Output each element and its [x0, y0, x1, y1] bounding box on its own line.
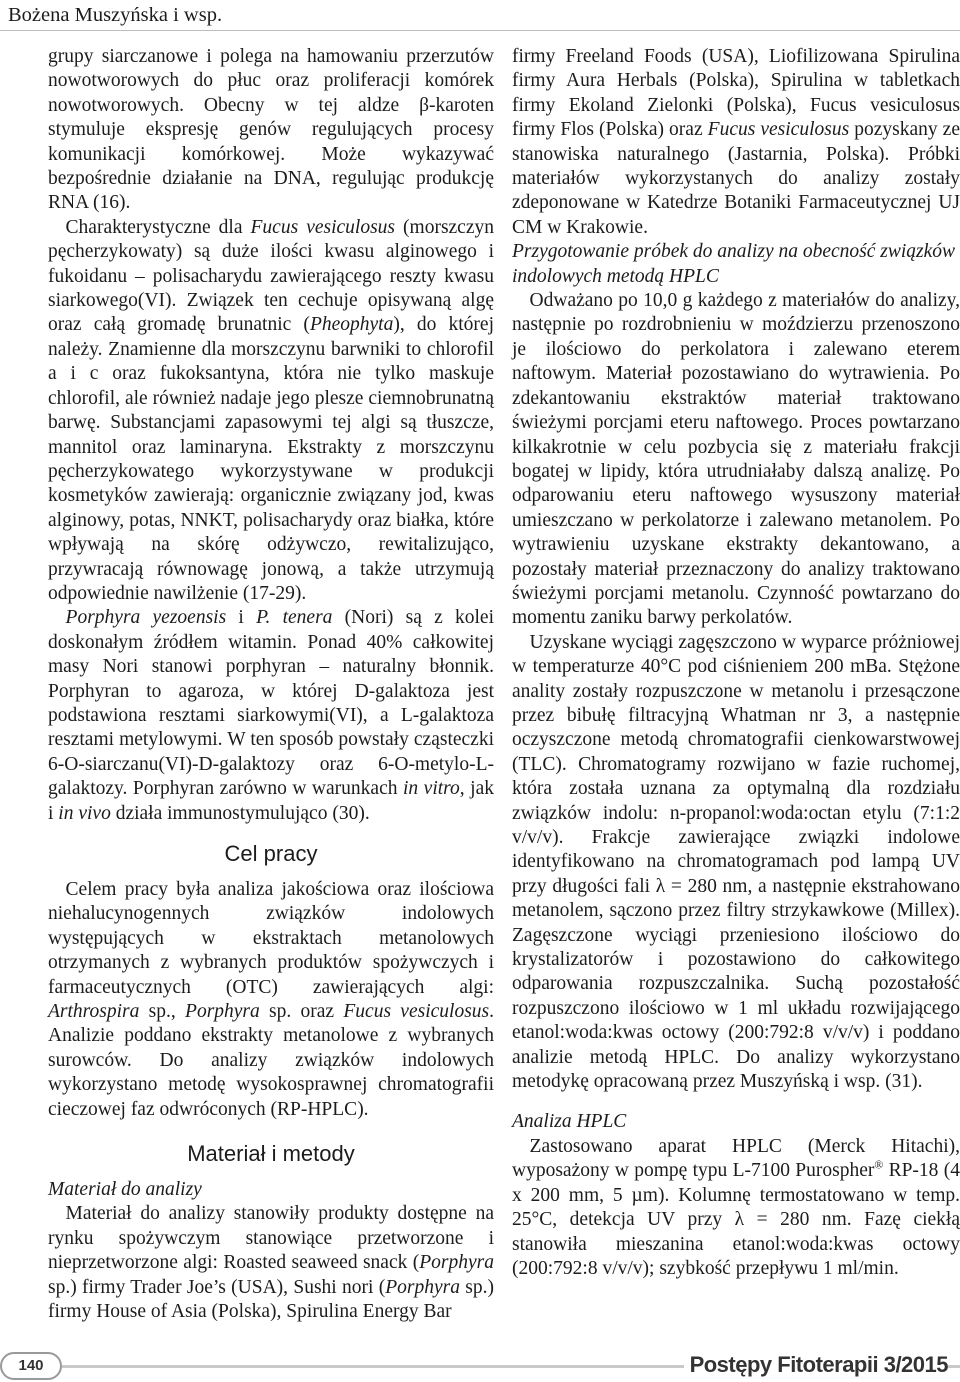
- page-number-badge: 140: [0, 1352, 62, 1380]
- right-paragraph-2: Odważano po 10,0 g każdego z materiałów do analizy, następnie po rozdrobnieniu w moździerzu przenoszono je ilościowo do perkolatora i zalewano eterem naftowym. Materiał pozostawiano do wytrawienia. Po zdekantowaniu ekstraktów materiał traktowano świeżymi porcjami eteru naftowego. Proces powtarzano kilkakrotnie w celu pozbycia się z materiału frakcji bogatej w lipidy, która utrudniałaby dalszą analizę. Po odparowaniu eteru naftowego wysuszony materiał umieszczano w perkolatorze i zalewano metanolem. Po wytrawieniu uzyskane ekstrakty dekantowano, a pozostały materiał przeznaczony do analizy traktowano świeżymi porcjami metanolu. Czynność powtarzano do momentu zaniku barwy perkolatów.: [512, 290, 960, 629]
- journal-title: Postępy Fitoterapii 3/2015: [684, 1350, 948, 1380]
- left-paragraph-4: Celem pracy była analiza jakościowa oraz ilościowa niehalucynogennych związków indolowych występujących w ekstraktach metanolowych otrzymanych z wybranych produktów spożywczych i farmaceutycznych (OTC) zawierających algi: Arthrospira sp., Porphyra sp. oraz Fucus vesiculosus. Analizie poddano ekstrakty metanolowe z wybranych surowców. Do analizy związków indolowych wykorzystano metodę wysokosprawnej chromatografii cieczowej faz odwróconych (RP-HPLC).: [48, 879, 494, 1120]
- subheading-przygotowanie-probek: Przygotowanie próbek do analizy na obecność związków indolowych metodą HPLC: [512, 241, 956, 287]
- left-column: [48, 45, 494, 1325]
- left-paragraph-1: grupy siarczanowe i polega na hamowaniu przerzutów nowotworowych do płuc oraz proliferacji komórek nowotworowych. Obecny w tej aldze β-karoten stymuluje ekspresję genów regulujących procesy komunikacji komórkowej. Może wykazywać bezpośrednie działanie na DNA, regulując produkcję RNA (16).: [48, 46, 494, 214]
- subheading-material-do-analizy: Materiał do analizy: [48, 1179, 202, 1201]
- right-paragraph-1: firmy Freeland Foods (USA), Liofilizowana Spirulina firmy Aura Herbals (Polska), Spirulina w tabletkach firmy Ekoland Zielonki (Polska), Fucus vesiculosus firmy Flos (Polska) oraz Fucus vesiculosus pozyskany ze stanowiska naturalnego (Jastarnia, Polska). Próbki materiałów wykorzystanych do analizy zostały zdeponowane w Katedrze Botaniki Farmaceutycznej UJ CM w Krakowie.: [512, 46, 960, 238]
- section-title-cel-pracy: Cel pracy: [224, 841, 318, 866]
- page-footer: [0, 1350, 960, 1382]
- right-paragraph-4: Zastosowano aparat HPLC (Merck Hitachi), wyposażony w pompę typu L-7100 Purospher® RP-18 (4 x 200 mm, 5 µm). Kolumnę termostatowano w temp. 25°C, detekcja UV przy λ = 280 nm. Fazę ciekłą stanowiła mieszanina etanol:woda:kwas octowy (200:792:8 v/v/v); szybkość przepływu 1 ml/min.: [512, 1135, 960, 1279]
- running-head-authors: Bożena Muszyńska i wsp.: [8, 4, 223, 26]
- header-divider: [0, 30, 960, 31]
- left-paragraph-2: Charakterystyczne dla Fucus vesiculosus (morszczyn pęcherzykowaty) są duże ilości kwasu alginowego i fukoidanu – polisacharydu zawierającego reszty kwasu siarkowego(VI). Związek ten cechuje opisywaną algę oraz całą gromadę brunatnic (Pheophyta), do której należy. Znamienne dla morszczynu barwniki to chlorofil a i c oraz fukoksantyna, która nie tylko maskuje chlorofil, ale również nadaje jego plesze ciemnobrunatną barwę. Substancjami zapasowymi tej algi są tłuszcze, mannitol oraz laminaryna. Ekstrakty z morszczynu pęcherzykowatego wykorzystywane w produkcji kosmetyków zawierają: organicznie związany jod, kwas alginowy, potas, NNKT, polisacharydy oraz białka, które wpływają na skórę odżywczo, rewitalizująco, przywracają równowagę jonową, a także utrzymują odpowiednie nawilżenie (17-29).: [48, 216, 494, 604]
- left-paragraph-3: Porphyra yezoensis i P. tenera (Nori) są z kolei doskonałym źródłem witamin. Ponad 40% całkowitej masy Nori stanowi porphyran – naturalny błonnik. Porphyran to agaroza, w której D-galaktoza jest podstawiona resztami siarkowymi(VI), a L-galaktoza resztami metylowymi. W ten sposób powstały cząsteczki 6-O-siarczanu(VI)-D-galaktozy oraz 6-O-metylo-L-galaktozy. Porphyran zarówno w warunkach in vitro, jak i in vivo działa immunostymulująco (30).: [48, 607, 494, 824]
- right-paragraph-3: Uzyskane wyciągi zagęszczono w wyparce próżniowej w temperaturze 40°C pod ciśnieniem 200 mBa. Stężone anality zostały rozpuszczone w metanolu i przesączone przez bibułę filtracyjną Whatman nr 3, a następnie oczyszczone metodą chromatografii cienkowarstwowej (TLC). Chromatogramy rozwijano w fazie ruchomej, która została uznana za optymalną dla rozdziału związków indolu: n-propanol:woda:octan etylu (7:1:2 v/v/v). Frakcje zawierające związki indolowe identyfikowano na chromatogramach pod lampą UV przy długości fali λ = 280 nm, a następnie ekstrahowano metanolem, sączono przez filtry strzykawkowe (Millex). Zagęszczone wyciągi przeniesiono ilościowo do krystalizatorów i pozostawiono do całkowitego odparowania rozpuszczalnika. Suchą pozostałość rozpuszczono ilościowo w 1 ml układu rozwijającego etanol:woda:kwas octowy (200:792:8 v/v/v) i poddano analizie metodą HPLC. Do analizy wykorzystano metodykę opracowaną przez Muszyńską i wsp. (31).: [512, 631, 960, 1093]
- right-column: [512, 45, 960, 1281]
- left-paragraph-5: Materiał do analizy stanowiły produkty dostępne na rynku spożywczym stanowiące przetworzone i nieprzetworzone algi: Roasted seaweed snack (Porphyra sp.) firmy Trader Joe’s (USA), Sushi nori (Porphyra sp.) firmy House of Asia (Polska), Spirulina Energy Bar: [48, 1203, 494, 1323]
- section-title-material-i-metody: Materiał i metody: [187, 1141, 355, 1167]
- subheading-analiza-hplc: Analiza HPLC: [512, 1111, 627, 1133]
